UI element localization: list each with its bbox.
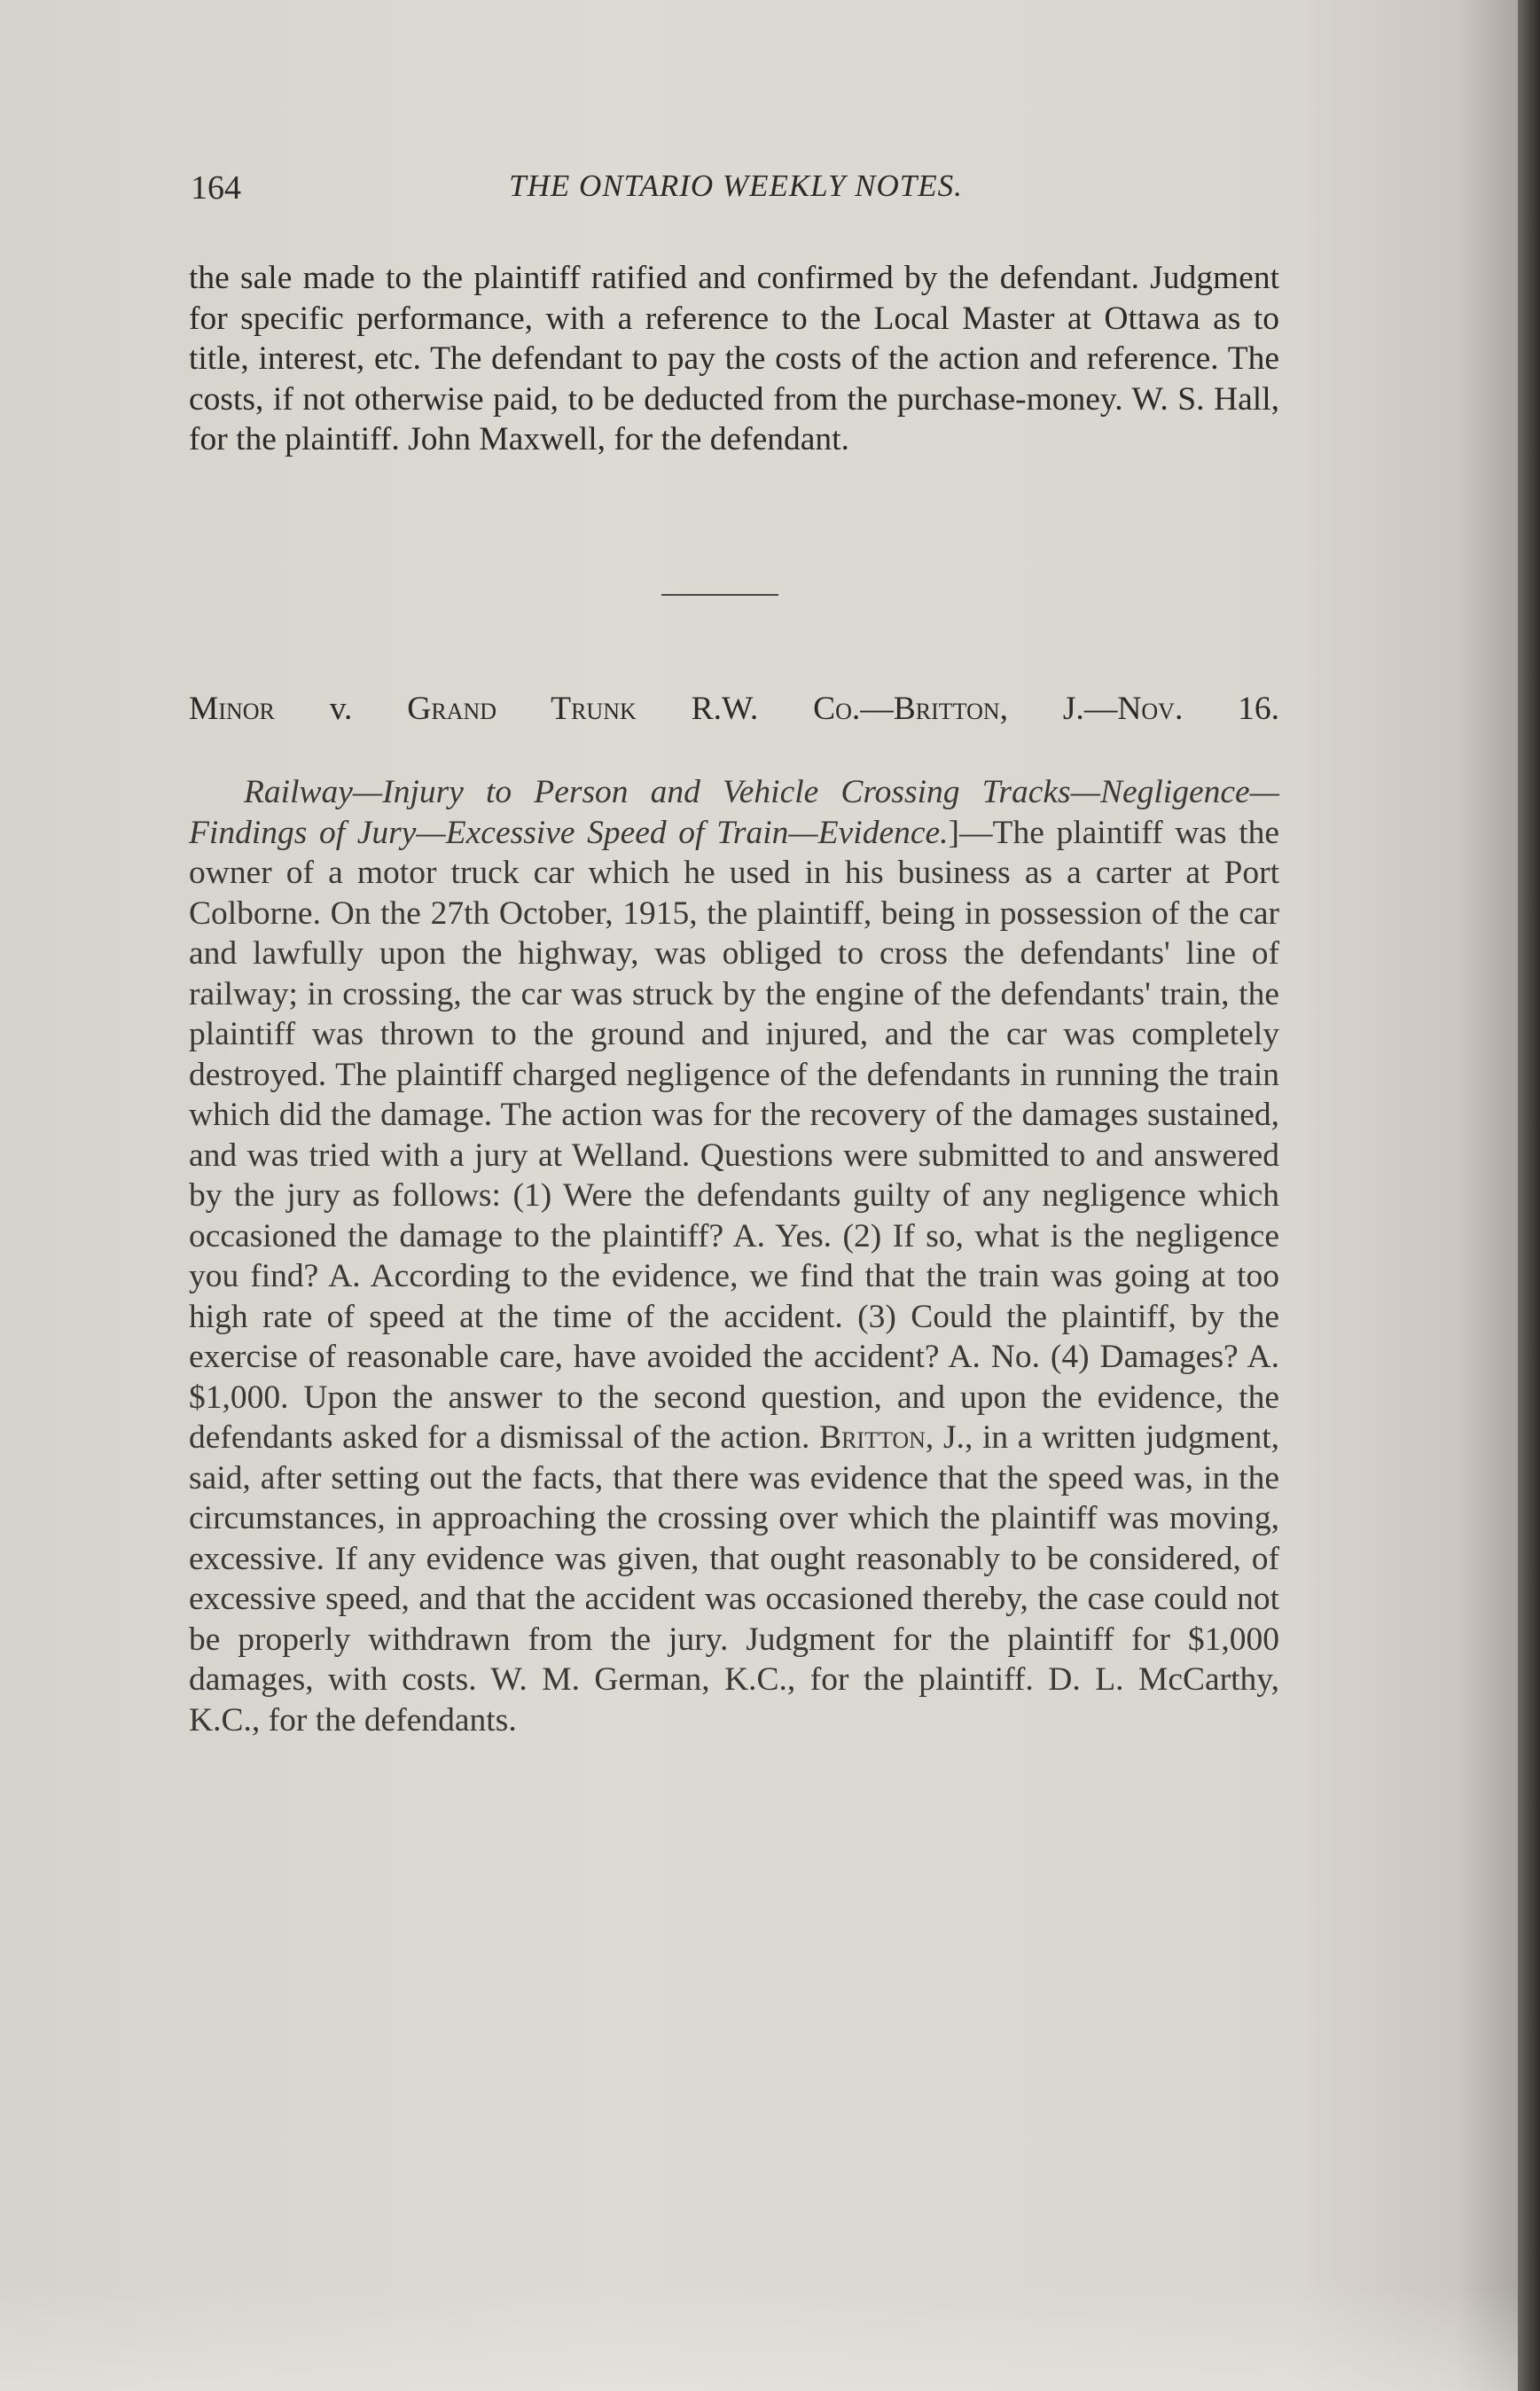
page-bottom-shade (0, 2287, 1518, 2391)
book-spine (1518, 0, 1540, 2391)
case-defendant: Grand Trunk R.W. Co. (407, 691, 861, 727)
running-title: THE ONTARIO WEEKLY NOTES. (509, 168, 963, 203)
running-head (191, 168, 1281, 222)
page-number: 164 (191, 169, 241, 207)
section-divider (661, 594, 778, 596)
case-body-part-1: ]—The plaintiff was the owner of a motor truck car which he used in his business as a carter at Port Colborne. On the 27th October, 1915, the plaintiff, being in possession of the car and lawfully upon the highway, was obliged to cross the defendants' line of railway; in crossing, the car was struck by the engine of the defendants' train, the plaintiff was thrown to the ground and injured, and the car was completely destroyed. The plaintiff charged negligence of the defendants in running the train which did the damage. The action was for the recovery of the damages sustained, and was tried with a jury at Welland. Questions were submitted to and answered by the jury as follows: (1) Were the defendants guilty of any negligence which occasioned the damage to the plaintiff? A. Yes. (2) If so, what is the negligence you find? A. According to the evidence, we find that the train was going at too high rate of speed at the time of the accident. (3) Could the plaintiff, by the exercise of reasonable care, have avoided the accident? A. No. (4) Damages? A. $1,000. Upon the answer to the second question, and upon the evidence, the defendants asked for a dismissal of the action. (189, 814, 1280, 1456)
judge-in-text: Britton, J. (819, 1419, 965, 1456)
case-headnote: Railway—Injury to Person and Vehicle Crossing Tracks—Negligence—Findings of Jury—Excessive Speed of Train—Evidence. (189, 774, 1279, 851)
case-versus: v. (329, 691, 353, 727)
continued-paragraph: the sale made to the plaintiff ratified and confirmed by the defendant. Judgment for specific performance, with a reference to the Local Master at Ottawa as to title, interest, etc. The defendant to pay the costs of the action and reference. The costs, if not otherwise paid, to be deducted from the purchase-money. W. S. Hall, for the plaintiff. John Maxwell, for the defendant. (189, 260, 1279, 457)
case-judge: Britton, J. (893, 691, 1084, 727)
case-heading: Minor v. Grand Trunk R.W. Co.—Britton, J.—Nov. 16. (189, 691, 1280, 727)
case-body-part-2: , in a written judgment, said, after setting out the facts, that there was evidence that the speed was, in the circumstances, in approaching the crossing over which the plaintiff was moving, excessive. If any evidence was given, that ought reasonably to be considered, of excessive speed, and that the accident was occasioned thereby, the case could not be properly withdrawn from the jury. Judgment for the plaintiff for $1,000 damages, with costs. W. M. German, K.C., for the plaintiff. D. L. McCarthy, K.C., for the defendants. (189, 1419, 1279, 1739)
case-date: Nov. 16. (1117, 691, 1280, 727)
case-plaintiff: Minor (189, 691, 275, 727)
case-report (189, 772, 1279, 1740)
